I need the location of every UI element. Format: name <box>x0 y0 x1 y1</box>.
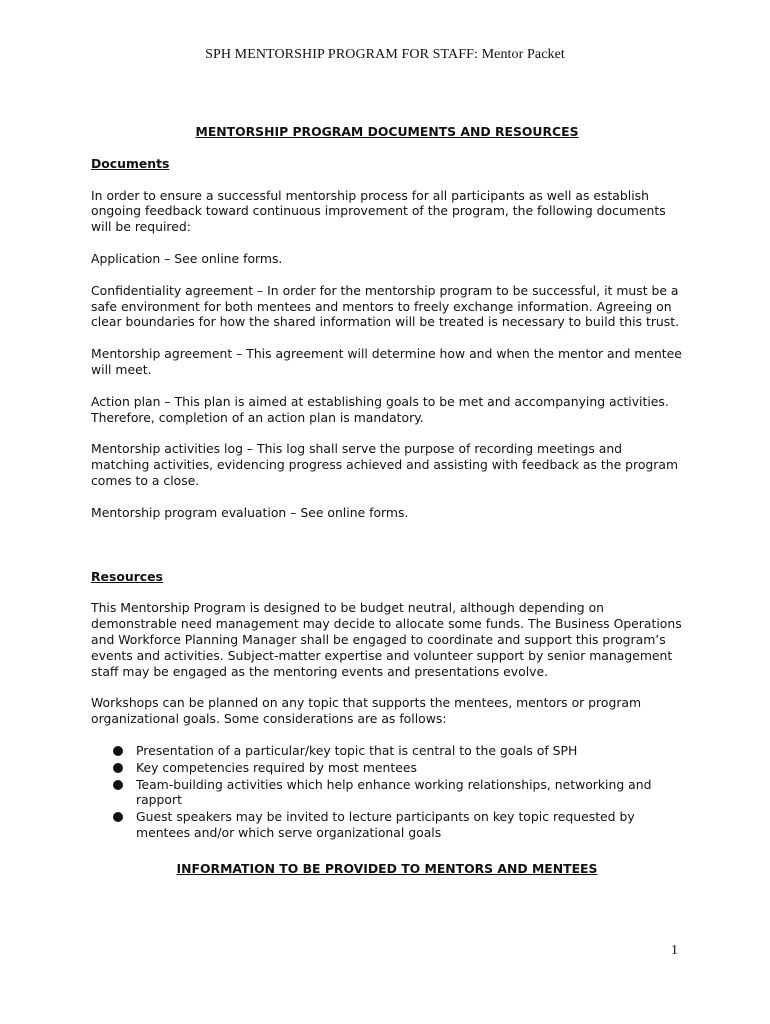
list-item <box>91 743 683 759</box>
bullet-icon <box>113 763 123 773</box>
document-item-confidentiality: Confidentiality agreement – In order for the mentorship program to be successful, it must be a safe environment for both mentees and mentors to freely exchange information. Agreeing on clear boundaries for how the shared information will be treated is necessary to build this trust. <box>91 282 680 330</box>
document-item-activities-log: Mentorship activities log – This log shall serve the purpose of recording meetings and matching activities, evidencing progress achieved and assisting with feedback as the program comes to a close. <box>91 441 679 488</box>
document-item-application: Application – See online forms. <box>91 250 283 266</box>
resources-paragraph-budget: This Mentorship Program is designed to be budget neutral, although depending on demonstrable need management may decide to allocate some funds. The Business Operations and Workforce Planning Manager shall be engaged to coordinate and support this program’s events and activities. Subject-matter expertise and volunteer support by senior management staff may be engaged as the mentoring events and presentations evolve. <box>91 600 682 679</box>
list-item <box>91 760 683 776</box>
resources-paragraph-workshops: Workshops can be planned on any topic that supports the mentees, mentors or program organizational goals. Some considerations are as follows: <box>91 695 642 727</box>
page-title: MENTORSHIP PROGRAM DOCUMENTS AND RESOURCES <box>195 124 579 139</box>
bullet-icon <box>113 780 123 790</box>
list-item-text: Key competencies required by most mentees <box>136 759 417 775</box>
list-item <box>91 809 683 841</box>
list-item <box>91 777 683 809</box>
documents-heading: Documents <box>91 155 170 171</box>
documents-intro: In order to ensure a successful mentorship process for all participants as well as establish ongoing feedback toward continuous improvement of the program, the following documents will be required: <box>91 187 666 235</box>
document-item-action-plan: Action plan – This plan is aimed at establishing goals to be met and accompanying activities. Therefore, completion of an action plan is mandatory. <box>91 393 669 425</box>
bullet-icon <box>113 812 123 822</box>
page-number: 1 <box>671 943 678 958</box>
list-item-text: Guest speakers may be invited to lecture participants on key topic requested by mentees and/or which serve organizational goals <box>136 809 635 840</box>
bullet-icon <box>113 746 123 756</box>
page-header: SPH MENTORSHIP PROGRAM FOR STAFF: Mentor Packet <box>205 47 565 62</box>
document-item-mentorship-agreement: Mentorship agreement – This agreement will determine how and when the mentor and mentee will meet. <box>91 346 682 377</box>
list-item-text: Presentation of a particular/key topic that is central to the goals of SPH <box>136 742 578 758</box>
document-item-evaluation: Mentorship program evaluation – See online forms. <box>91 504 409 520</box>
section-spacer <box>91 537 683 569</box>
document-body <box>91 124 683 877</box>
resources-heading: Resources <box>91 568 163 584</box>
next-section-title: INFORMATION TO BE PROVIDED TO MENTORS AND MENTEES <box>176 860 598 876</box>
workshop-considerations-list <box>91 743 683 841</box>
list-item-text: Team-building activities which help enhance working relationships, networking and rapport <box>136 776 652 808</box>
